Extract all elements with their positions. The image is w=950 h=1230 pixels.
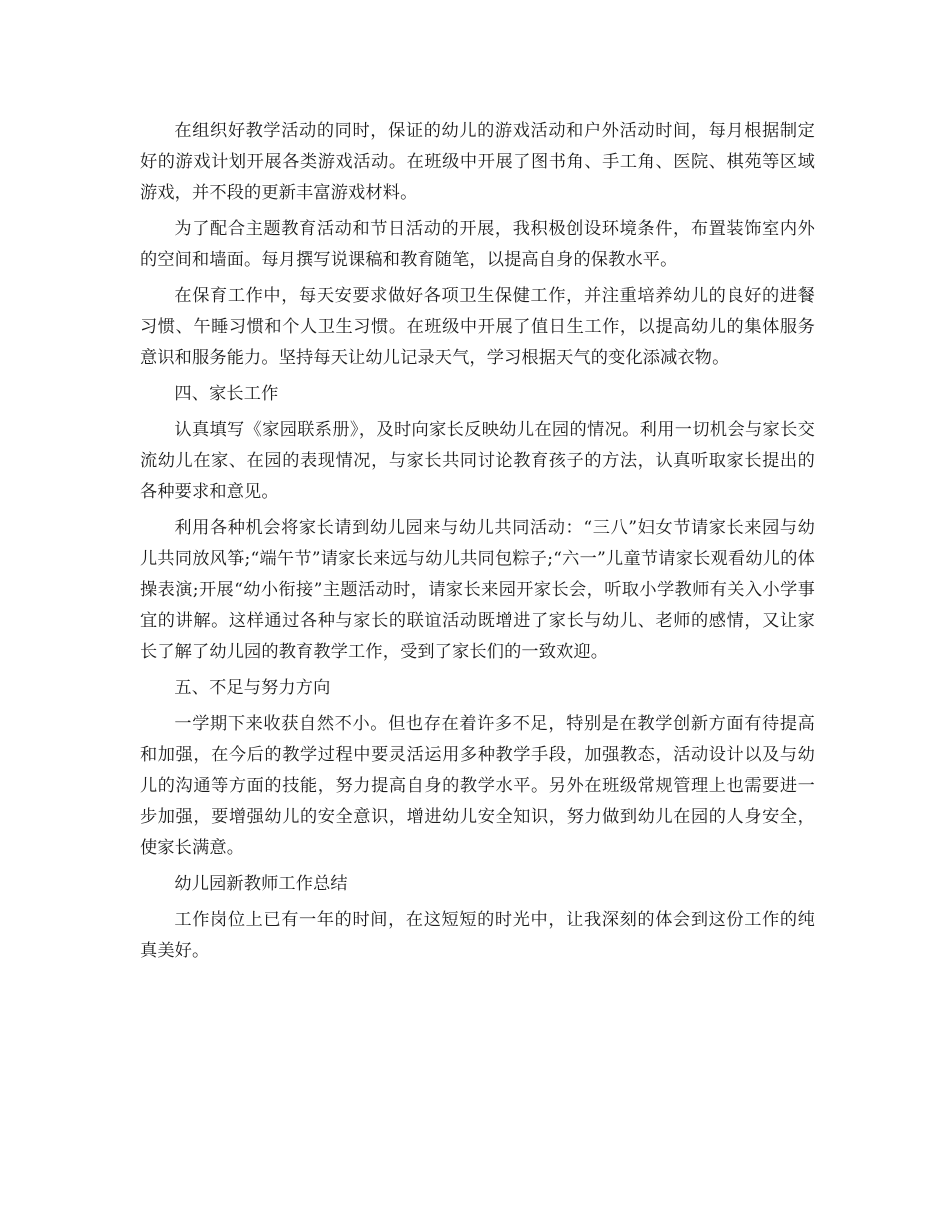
- document-body: [140, 116, 815, 972]
- paragraph-one-year: 工作岗位上已有一年的时间，在这短短的时光中，让我深刻的体会到这份工作的纯真美好。: [140, 910, 815, 961]
- paragraph-environment: 为了配合主题教育活动和节日活动的开展，我积极创设环境条件，布置装饰室内外的空间和墙面。每月撰写说课稿和教育随笔，以提高自身的保教水平。: [140, 219, 815, 270]
- paragraph-contact-book: 认真填写《家园联系册》，及时向家长反映幼儿在园的情况。利用一切机会与家长交流幼儿在家、在园的表现情况，与家长共同讨论教育孩子的方法，认真听取家长提出的各种要求和意见。: [140, 420, 815, 502]
- section-heading-shortcomings: 五、不足与努力方向: [174, 678, 331, 698]
- section-heading-new-teacher-summary: 幼儿园新教师工作总结: [174, 874, 348, 894]
- paragraph-care-work: 在保育工作中，每天安要求做好各项卫生保健工作，并注重培养幼儿的良好的进餐习惯、午睡习惯和个人卫生习惯。在班级中开展了值日生工作，以提高幼儿的集体服务意识和服务能力。坚持每天让幼儿记录天气，学习根据天气的变化添减衣物。: [140, 286, 815, 368]
- section-heading-parent-work: 四、家长工作: [174, 384, 279, 404]
- paragraph-improvement: 一学期下来收获自然不小。但也存在着许多不足，特别是在教学创新方面有待提高和加强，在今后的教学过程中要灵活运用多种教学手段，加强教态，活动设计以及与幼儿的沟通等方面的技能，努力提高自身的教学水平。另外在班级常规管理上也需要进一步加强，要增强幼儿的安全意识，增进幼儿安全知识，努力做到幼儿在园的人身安全，使家长满意。: [140, 714, 815, 858]
- paragraph-parent-activities: 利用各种机会将家长请到幼儿园来与幼儿共同活动：“三八”妇女节请家长来园与幼儿共同放风筝;“端午节”请家长来远与幼儿共同包粽子;“六一”儿童节请家长观看幼儿的体操表演;开展“幼小衔接”主题活动时，请家长来园开家长会，听取小学教师有关入小学事宜的讲解。这样通过各种与家长的联谊活动既增进了家长与幼儿、老师的感情，又让家长了解了幼儿园的教育教学工作，受到了家长们的一致欢迎。: [140, 518, 815, 662]
- paragraph-game-activities: 在组织好教学活动的同时，保证的幼儿的游戏活动和户外活动时间，每月根据制定好的游戏计划开展各类游戏活动。在班级中开展了图书角、手工角、医院、棋苑等区域游戏，并不段的更新丰富游戏材料。: [140, 121, 815, 203]
